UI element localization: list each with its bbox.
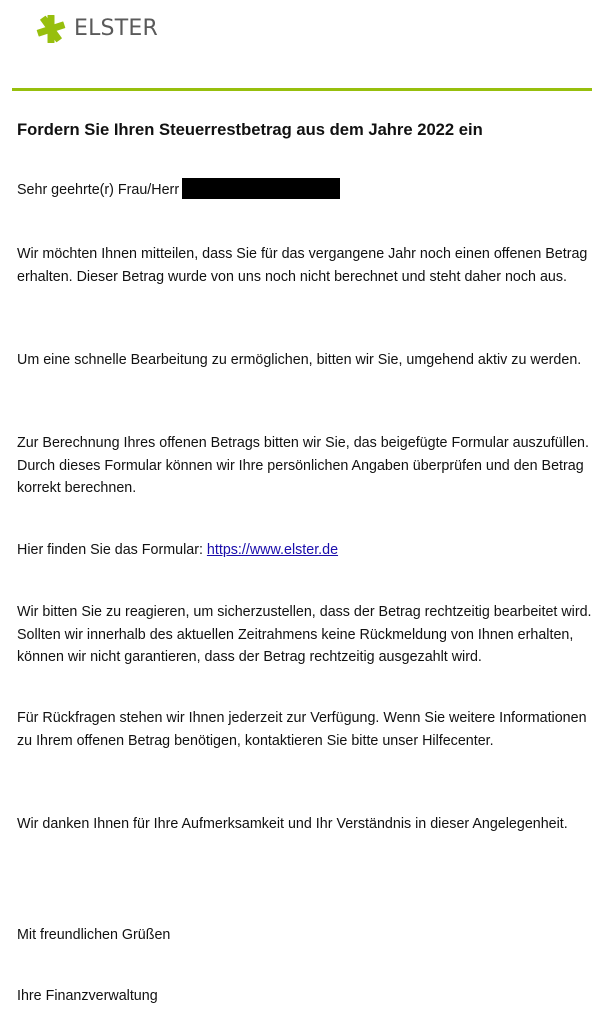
email-header [0,0,602,92]
elster-logo [36,12,158,46]
header-divider [12,88,592,91]
form-link[interactable]: https://www.elster.de [206,542,339,558]
asterisk-icon [36,14,66,44]
logo-text: ELSTER [74,16,158,41]
paragraph-5: Für Rückfragen stehen wir Ihnen jederzeit zur Verfügung. Wenn Sie weitere Informationen zu Ihrem offenen Betrag benötigen, kontaktieren Sie bitte unser Hilfecenter. [17,710,587,749]
redacted-name [182,178,340,199]
salutation-text: Sehr geehrte(r) Frau/Herr [17,182,180,198]
paragraph-4: Wir bitten Sie zu reagieren, um sicherzustellen, dass der Betrag rechtzeitig bearbeitet wird. Sollten wir innerhalb des aktuellen Zeitrahmens keine Rückmeldung von Ihnen erhalten, können wir nicht garantieren, dass der Betrag rechtzeitig ausgezahlt wird. [17,604,592,665]
form-line [17,539,592,562]
paragraph-2: Um eine schnelle Bearbeitung zu ermöglichen, bitten wir Sie, umgehend aktiv zu werden. [17,352,582,368]
paragraph-3: Zur Berechnung Ihres offenen Betrags bitten wir Sie, das beigefügte Formular auszufüllen. Durch dieses Formular können wir Ihre persönlichen Angaben überprüfen und den Betrag korrekt berechnen. [17,435,589,496]
email-title: Fordern Sie Ihren Steuerrestbetrag aus dem Jahre 2022 ein [17,120,483,139]
closing: Mit freundlichen Grüßen [17,927,171,943]
form-line-text: Hier finden Sie das Formular: [17,542,203,558]
paragraph-6: Wir danken Ihnen für Ihre Aufmerksamkeit und Ihr Verständnis in dieser Angelegenheit. [17,816,568,832]
salutation [17,178,592,202]
signature: Ihre Finanzverwaltung [17,988,158,1004]
paragraph-1: Wir möchten Ihnen mitteilen, dass Sie für das vergangene Jahr noch einen offenen Betrag erhalten. Dieser Betrag wurde von uns noch nicht berechnet und steht daher noch aus. [17,246,588,285]
